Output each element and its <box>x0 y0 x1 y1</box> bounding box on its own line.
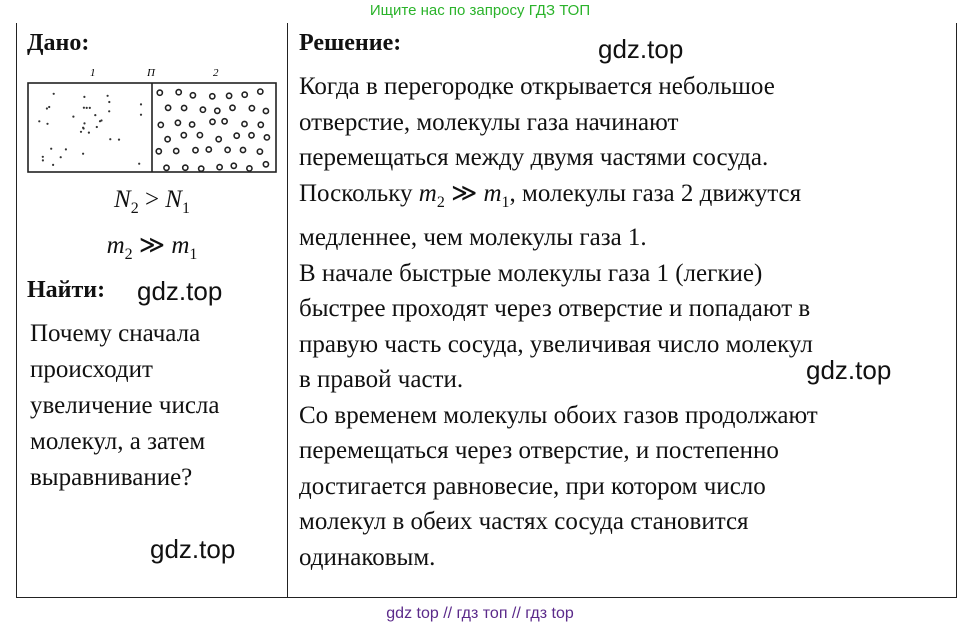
gas2-molecule <box>176 90 181 95</box>
inline-m2-sub: 2 <box>436 193 445 211</box>
gas2-molecule <box>156 149 161 154</box>
footer: gdz top // гдз топ // гдз top <box>386 605 574 622</box>
gas2-molecules <box>156 89 269 171</box>
solution-line: молекул в обеих частях сосуда становится <box>299 508 749 535</box>
gas1-molecule <box>46 123 48 125</box>
gas1-molecule <box>48 106 50 108</box>
find-heading: Найти: <box>27 277 106 303</box>
find-line: выравнивание? <box>30 464 193 491</box>
gas2-molecule <box>210 119 215 124</box>
formula-n <box>26 186 278 218</box>
gas1-molecule <box>138 163 140 165</box>
inline-m1-sub: 1 <box>501 193 510 211</box>
gas1-molecule <box>82 127 84 129</box>
find-line: молекул, а затем <box>30 428 206 455</box>
gas2-molecule <box>199 166 204 171</box>
gas1-molecule <box>53 93 55 95</box>
gas1-molecule <box>88 132 90 134</box>
gas2-molecule <box>234 133 239 138</box>
gas2-molecule <box>165 137 170 142</box>
gas2-molecule <box>206 147 211 152</box>
gas2-molecule <box>242 92 247 97</box>
gas2-molecule <box>263 162 268 167</box>
solution-line: в правой части. <box>299 366 464 393</box>
gas1-molecule <box>83 122 85 124</box>
gas1-molecule <box>108 101 110 103</box>
vessel-diagram <box>26 66 278 178</box>
solution-line4-post: , молекулы газа 2 движутся <box>509 179 802 207</box>
gas1-molecule <box>82 153 84 155</box>
diagram-label-left: 1 <box>90 67 96 79</box>
gas2-molecule <box>222 119 227 124</box>
gas1-molecule <box>140 114 142 116</box>
diagram-label-mid: П <box>147 67 155 79</box>
gas2-molecule <box>242 121 247 126</box>
gas1-molecule <box>86 107 88 109</box>
formula-n-b: N <box>165 186 182 213</box>
gas2-molecule <box>174 148 179 153</box>
gas2-molecule <box>166 105 171 110</box>
gas2-molecule <box>258 122 263 127</box>
solution-line: медленнее, чем молекулы газа 1. <box>299 224 647 251</box>
gas1-molecule <box>94 114 96 116</box>
gas1-molecule <box>65 148 67 150</box>
gas1-molecule <box>83 107 85 109</box>
gas2-molecule <box>182 105 187 110</box>
gas2-molecule <box>210 94 215 99</box>
formula-n-a-sub: 2 <box>130 200 139 217</box>
gas1-molecules <box>38 93 142 166</box>
formula-n-op: > <box>144 186 160 213</box>
diagram-label-right: 2 <box>213 67 219 79</box>
gas2-molecule <box>157 90 162 95</box>
formula-m-a: m <box>106 232 125 259</box>
gas2-molecule <box>175 120 180 125</box>
gas1-molecule <box>38 120 40 122</box>
gas2-molecule <box>257 149 262 154</box>
gas1-molecule <box>42 156 44 158</box>
gas2-molecule <box>227 93 232 98</box>
gas1-molecule <box>118 139 120 141</box>
solution-heading: Решение: <box>299 30 402 56</box>
gas2-molecule <box>158 122 163 127</box>
gas2-molecule <box>190 122 195 127</box>
given-heading: Дано: <box>27 30 90 56</box>
gas2-molecule <box>181 133 186 138</box>
gas2-molecule <box>258 89 263 94</box>
gas1-molecule <box>52 164 54 166</box>
find-line: увеличение числа <box>30 392 220 419</box>
gas1-molecule <box>108 110 110 112</box>
formula-m-b: m <box>171 232 190 259</box>
gas1-molecule <box>96 126 98 128</box>
gas2-molecule <box>247 166 252 171</box>
inline-op: ≫ <box>444 179 484 207</box>
gas2-molecule <box>197 133 202 138</box>
gas1-molecule <box>80 131 82 133</box>
gas1-molecule <box>46 107 48 109</box>
inline-m1: m <box>483 179 502 207</box>
gas2-molecule <box>264 135 269 140</box>
watermark: gdz.top <box>598 34 684 64</box>
solution-line: В начале быстрые молекулы газа 1 (легкие) <box>299 259 763 287</box>
solution-text <box>299 69 949 575</box>
watermark: gdz.top <box>806 355 892 385</box>
gas1-molecule <box>107 95 109 97</box>
gas1-molecule <box>83 96 85 98</box>
solution-line: перемещаться через отверстие, и постепенно <box>299 437 779 464</box>
top-banner: Ищите нас по запросу ГДЗ ТОП <box>369 2 591 19</box>
gas2-molecule <box>230 105 235 110</box>
gas2-molecule <box>240 147 245 152</box>
solution-line: одинаковым. <box>299 543 436 571</box>
gas2-molecule <box>249 133 254 138</box>
gas1-molecule <box>72 116 74 118</box>
formula-n-a: N <box>114 186 131 213</box>
gas1-molecule <box>89 107 91 109</box>
gas1-molecule <box>50 148 52 150</box>
solution-line: достигается равновесие, при котором число <box>299 472 766 500</box>
gas2-molecule <box>183 165 188 170</box>
gas2-molecule <box>217 165 222 170</box>
gas1-molecule <box>42 159 44 161</box>
solution-line: быстрее проходят через отверстие и попадают в <box>299 295 811 322</box>
solution-line <box>299 176 949 221</box>
solution-line4-pre: Поскольку <box>299 179 419 207</box>
gas2-molecule <box>215 108 220 113</box>
gas2-molecule <box>231 163 236 168</box>
watermark: gdz.top <box>150 534 236 564</box>
solution-line: правую часть сосуда, увеличивая число молекул <box>299 330 813 358</box>
gas2-molecule <box>164 165 169 170</box>
gas2-molecule <box>249 106 254 111</box>
column-divider <box>287 23 288 598</box>
gas1-molecule <box>140 103 142 105</box>
watermark: gdz.top <box>137 276 223 306</box>
gas2-molecule <box>225 147 230 152</box>
find-question <box>30 316 280 496</box>
solution-line: Когда в перегородке открывается небольшое <box>299 73 775 100</box>
formula-m-a-sub: 2 <box>124 246 133 263</box>
gas2-molecule <box>200 107 205 112</box>
formula-m-b-sub: 1 <box>189 246 198 263</box>
find-line: Почему сначала <box>30 320 201 347</box>
solution-line: перемещаться между двумя частями сосуда. <box>299 144 769 171</box>
gas1-molecule <box>100 119 102 121</box>
find-line: происходит <box>30 356 153 383</box>
inline-m2: m <box>418 179 437 207</box>
gas1-molecule <box>60 156 62 158</box>
solution-line: отверстие, молекулы газа начинают <box>299 108 679 136</box>
formula-n-b-sub: 1 <box>181 200 190 217</box>
gas2-molecule <box>193 148 198 153</box>
formula-m-op: ≫ <box>138 232 166 259</box>
gas2-molecule <box>190 93 195 98</box>
gas2-molecule <box>263 108 268 113</box>
gas1-molecule <box>109 138 111 140</box>
solution-line: Со временем молекулы обоих газов продолжают <box>299 401 818 429</box>
formula-m <box>26 230 278 264</box>
gas2-molecule <box>216 137 221 142</box>
